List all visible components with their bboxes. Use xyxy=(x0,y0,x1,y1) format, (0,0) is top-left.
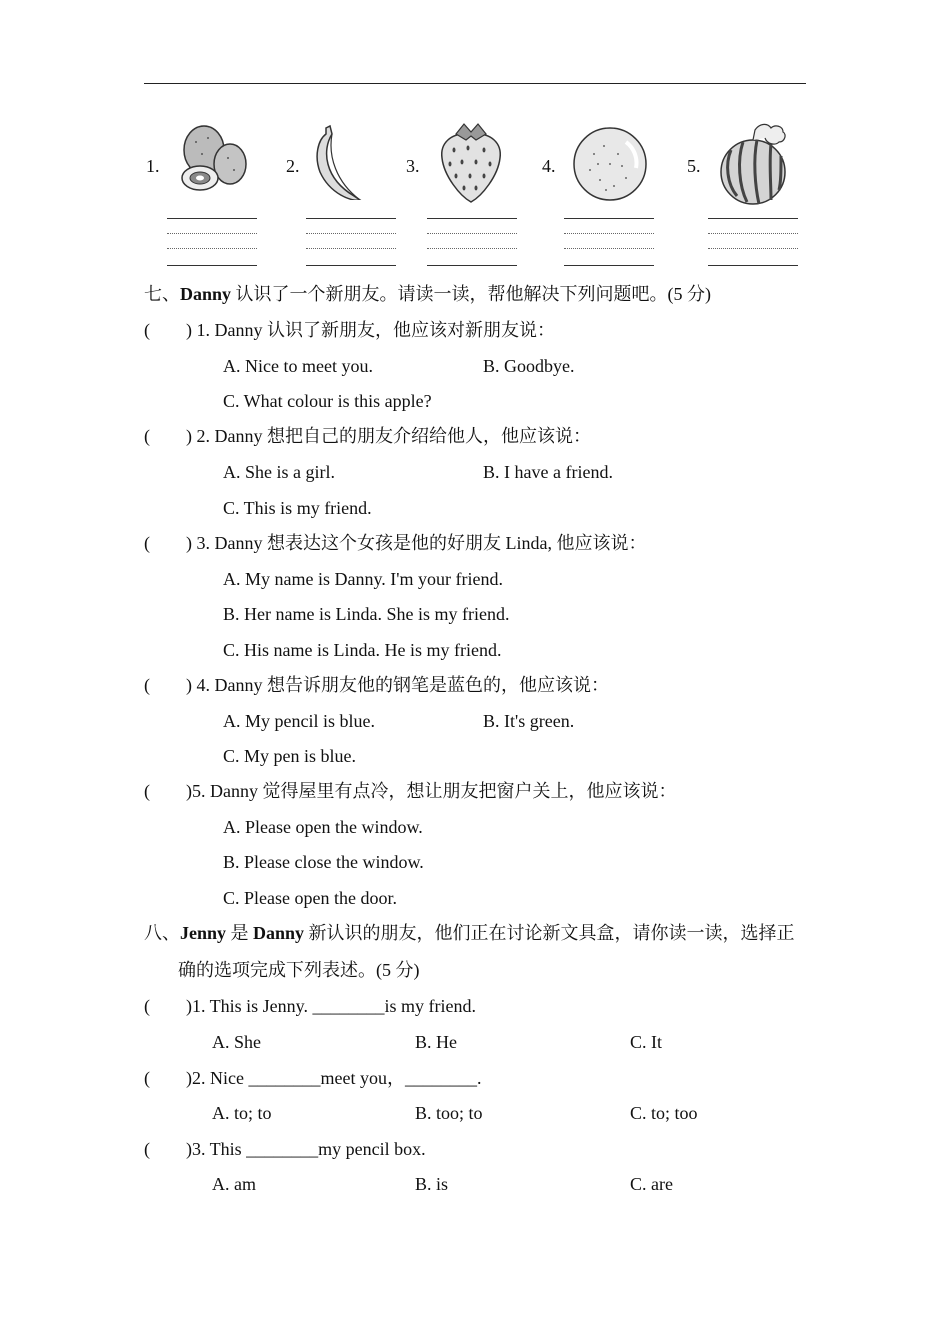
option-a: A. She is a girl. xyxy=(223,462,335,482)
option-c: C. His name is Linda. He is my friend. xyxy=(223,640,502,660)
question-7-1[interactable]: ( ) 1. Danny 认识了新朋友，他应该对新朋友说： xyxy=(144,320,555,340)
question-8-3[interactable]: ( )3. This ________my pencil box. xyxy=(144,1139,426,1159)
option-c: C. are xyxy=(630,1174,673,1194)
question-7-4[interactable]: ( ) 4. Danny 想告诉朋友他的钢笔是蓝色的，他应该说： xyxy=(144,675,609,695)
option-c: C. Please open the door. xyxy=(223,888,397,908)
option-c: C. to; too xyxy=(630,1103,698,1123)
option-c: C. It xyxy=(630,1032,663,1052)
fruit-number: 3. xyxy=(406,156,420,176)
option-b: B. Goodbye. xyxy=(483,356,575,376)
question-8-1[interactable]: ( )1. This is Jenny. ________is my friend. xyxy=(144,996,476,1016)
writing-lines-1[interactable] xyxy=(167,218,257,266)
fruit-number: 5. xyxy=(687,156,701,176)
option-b: B. Her name is Linda. She is my friend. xyxy=(223,604,510,624)
option-b: B. Please close the window. xyxy=(223,852,424,872)
option-a: A. Please open the window. xyxy=(223,817,423,837)
writing-lines-4[interactable] xyxy=(564,218,654,266)
top-rule xyxy=(144,83,806,84)
banana-icon xyxy=(312,120,372,200)
orange-icon xyxy=(570,120,650,204)
section-8-title: 八、Jenny 是 Danny 新认识的朋友，他们正在讨论新文具盒，请你读一读，选择正 xyxy=(144,923,795,943)
section-8-title-cont: 确的选项完成下列表述。(5 分) xyxy=(178,960,420,980)
writing-lines-5[interactable] xyxy=(708,218,798,266)
option-c: C. My pen is blue. xyxy=(223,746,356,766)
option-b: B. He xyxy=(415,1032,457,1052)
writing-lines-2[interactable] xyxy=(306,218,396,266)
option-a: A. Nice to meet you. xyxy=(223,356,373,376)
watermelon-icon xyxy=(717,120,793,210)
option-a: A. She xyxy=(212,1032,261,1052)
option-c: C. This is my friend. xyxy=(223,498,372,518)
question-7-5[interactable]: ( )5. Danny 觉得屋里有点冷，想让朋友把窗户关上，他应该说： xyxy=(144,781,677,801)
option-a: A. My name is Danny. I'm your friend. xyxy=(223,569,504,589)
section-7-title: 七、Danny 认识了一个新朋友。请读一读，帮他解决下列问题吧。(5 分) xyxy=(144,284,712,304)
strawberry-icon xyxy=(436,120,506,204)
question-7-2[interactable]: ( ) 2. Danny 想把自己的朋友介绍给他人，他应该说： xyxy=(144,426,591,446)
option-b: B. is xyxy=(415,1174,449,1194)
writing-lines-3[interactable] xyxy=(427,218,517,266)
option-b: B. It's green. xyxy=(483,711,575,731)
fruit-number: 1. xyxy=(146,156,160,176)
fruit-number: 4. xyxy=(542,156,556,176)
option-b: B. I have a friend. xyxy=(483,462,613,482)
fruit-number: 2. xyxy=(286,156,300,176)
option-b: B. too; to xyxy=(415,1103,483,1123)
option-c: C. What colour is this apple? xyxy=(223,391,432,411)
option-a: A. My pencil is blue. xyxy=(223,711,375,731)
question-7-3[interactable]: ( ) 3. Danny 想表达这个女孩是他的好朋友 Linda, 他应该说： xyxy=(144,533,647,553)
option-a: A. to; to xyxy=(212,1103,272,1123)
option-a: A. am xyxy=(212,1174,256,1194)
kiwi-icon xyxy=(178,120,250,194)
question-8-2[interactable]: ( )2. Nice ________meet you，________. xyxy=(144,1068,482,1088)
